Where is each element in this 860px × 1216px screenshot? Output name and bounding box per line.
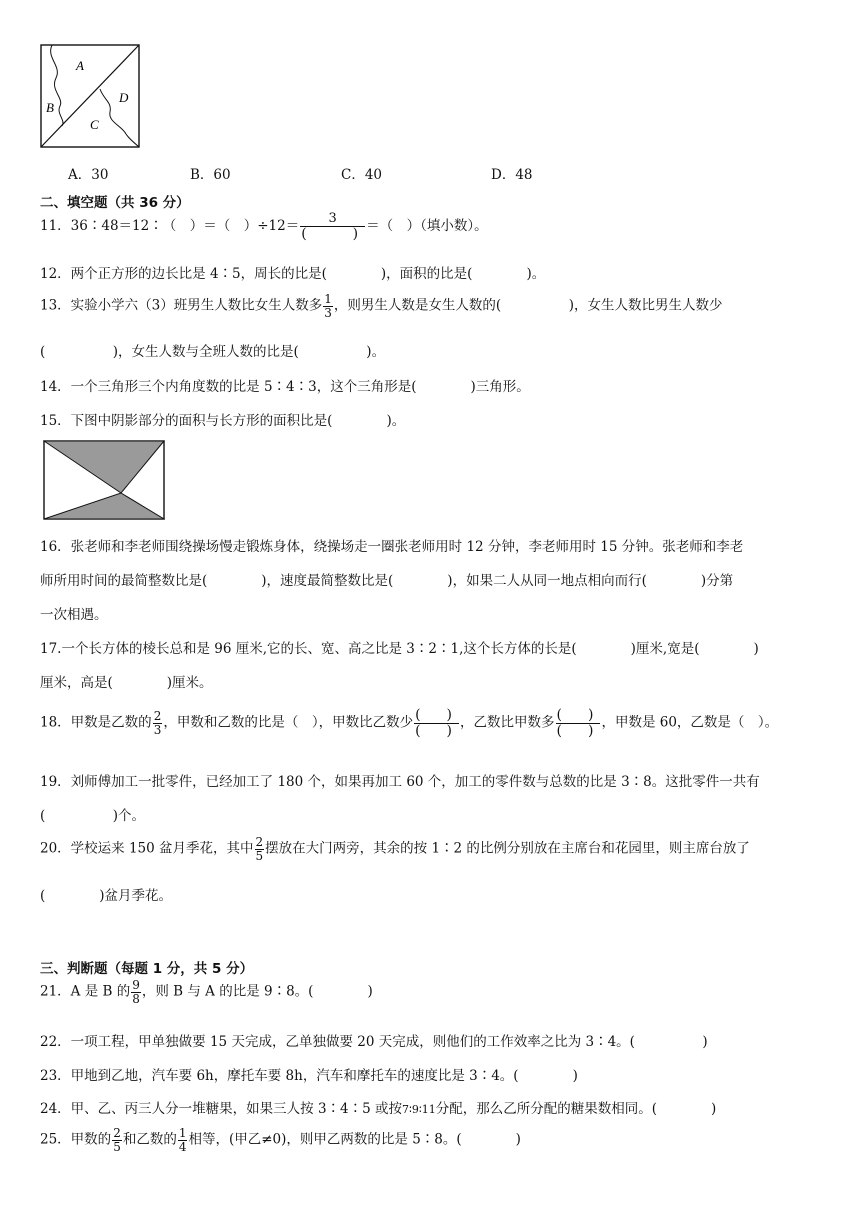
question-13-line2: ( )，女生人数与全班人数的比是( )。 — [40, 344, 386, 360]
q15-rectangle-figure — [43, 440, 165, 520]
q20-text-b: 摆放在大门两旁，其余的按 1∶2 的比例分别放在主席台和花园里，则主席台放了 — [265, 840, 750, 857]
q18-f3-num[interactable]: ( ) — [556, 707, 600, 723]
question-19-line2: ( )个。 — [40, 808, 146, 824]
question-20-line1 — [40, 836, 750, 862]
q18-text-b: ，甲数和乙数的比是（ ），甲数比乙数少 — [163, 714, 414, 731]
figure-label-d: D — [119, 90, 129, 105]
option-value: 60 — [213, 167, 231, 183]
question-15: 15．下图中阴影部分的面积与长方形的面积比是( )。 — [40, 413, 406, 429]
q10-option-c[interactable] — [341, 163, 382, 183]
q20-fraction — [255, 836, 265, 862]
q20-text-a: 20．学校运来 150 盆月季花，其中 — [40, 840, 254, 857]
q18-f3-den[interactable]: ( ) — [556, 722, 600, 739]
q20-frac-num: 2 — [255, 835, 264, 849]
figure-label-b: B — [46, 100, 54, 115]
option-letter: A． — [68, 167, 92, 183]
option-letter: C． — [341, 167, 365, 183]
question-16-line1: 16．张老师和李老师围绕操场慢走锻炼身体，绕操场走一圈张老师用时 12 分钟，李老师用时 15 分钟。张老师和李老 — [40, 539, 744, 555]
option-value: 40 — [364, 167, 383, 183]
question-14: 14．一个三角形三个内角度数的比是 5∶4∶3，这个三角形是( )三角形。 — [40, 379, 530, 395]
question-16-line2: 师所用时间的最简整数比是( )，速度最简整数比是( )，如果二人从同一地点相向而行( )分第 — [40, 573, 734, 589]
q11-fraction — [300, 212, 365, 241]
q18-f1-num: 2 — [153, 709, 162, 724]
q11-frac-den[interactable]: ( ) — [301, 225, 365, 242]
q24-text-a: 24．甲、乙、丙三人分一堆糖果，如果三人按 3∶4∶5 或按 — [40, 1101, 403, 1117]
q25-fraction-2 — [178, 1127, 188, 1153]
q25-f1-den: 5 — [113, 1139, 121, 1154]
q25-f1-num: 2 — [113, 1126, 121, 1140]
option-value: 30 — [91, 167, 109, 183]
q25-text-c: 相等，(甲乙≠0)，则甲乙两数的比是 5∶8。( ) — [188, 1131, 521, 1148]
section2-title: 二、填空题（共 36 分） — [40, 195, 190, 211]
question-12: 12．两个正方形的边长比是 4∶5，周长的比是( )，面积的比是( )。 — [40, 266, 546, 282]
figure-label-c: C — [90, 117, 99, 132]
q10-option-a[interactable] — [68, 163, 108, 183]
question-13-line1 — [40, 293, 722, 319]
q11-text-a: 11．36∶48＝12∶（ ）＝（ ）÷12＝ — [40, 218, 300, 235]
figure-label-a: A — [76, 58, 84, 73]
question-20-line2: ( )盆月季花。 — [40, 888, 173, 904]
q18-fraction-1 — [153, 710, 163, 736]
q25-f2-num: 1 — [178, 1126, 187, 1140]
q21-frac-num: 9 — [132, 978, 140, 992]
q21-fraction — [131, 979, 141, 1005]
q18-fraction-3 — [556, 708, 601, 738]
q13-frac-num: 1 — [324, 292, 332, 306]
q18-fraction-2 — [414, 708, 459, 738]
section3-title: 三、判断题（每题 1 分，共 5 分） — [40, 961, 254, 977]
q11-frac-num: 3 — [328, 211, 337, 226]
q13-frac-den: 3 — [324, 305, 332, 320]
q24-text-b: 分配，那么乙所分配的糖果数相同。( ) — [435, 1101, 717, 1117]
q18-text-a: 18．甲数是乙数的 — [40, 714, 152, 731]
q13-text-a: 13．实验小学六（3）班男生人数比女生人数多 — [40, 297, 323, 314]
q25-text-b: 和乙数的 — [122, 1131, 177, 1148]
question-18 — [40, 708, 778, 738]
q25-f2-den: 4 — [178, 1139, 187, 1154]
q10-option-d[interactable] — [491, 163, 533, 183]
question-23: 23．甲地到乙地，汽车要 6h，摩托车要 8h，汽车和摩托车的速度比是 3∶4。( ) — [40, 1068, 578, 1084]
q21-text-a: 21．A 是 B 的 — [40, 983, 131, 1000]
q18-f2-den[interactable]: ( ) — [415, 722, 459, 739]
q18-text-c: ，乙数比甲数多 — [460, 714, 555, 731]
q24-ratio: 7∶9∶11 — [402, 1103, 436, 1116]
q21-frac-den: 8 — [132, 991, 140, 1006]
q18-f2-num[interactable]: ( ) — [415, 707, 459, 723]
question-19-line1: 19．刘师傅加工一批零件，已经加工了 180 个，如果再加工 60 个，加工的零件数与总数的比是 3∶8。这批零件一共有 — [40, 774, 760, 790]
q20-frac-den: 5 — [255, 848, 264, 863]
question-16-line3: 一次相遇。 — [40, 607, 108, 623]
q10-square-figure — [40, 44, 140, 148]
question-22: 22．一项工程，甲单独做要 15 天完成，乙单独做要 20 天完成，则他们的工作效率之比为 3∶4。( ) — [40, 1034, 708, 1050]
q13-fraction — [323, 293, 333, 319]
q13-text-b: ，则男生人数是女生人数的( )，女生人数比男生人数少 — [333, 297, 723, 314]
question-17-line1: 17.一个长方体的棱长总和是 96 厘米,它的长、宽、高之比是 3∶2∶1,这个长方体的长是( )厘米,宽是( ) — [40, 641, 759, 657]
q21-text-b: ，则 B 与 A 的比是 9∶8。( ) — [141, 983, 373, 1000]
option-letter: D． — [491, 167, 516, 183]
q25-fraction-1 — [112, 1127, 122, 1153]
question-25 — [40, 1127, 521, 1153]
question-21 — [40, 979, 373, 1005]
q25-text-a: 25．甲数的 — [40, 1131, 112, 1148]
option-letter: B． — [190, 167, 214, 183]
q18-text-d: ，甲数是 60，乙数是（ ）。 — [601, 714, 779, 731]
question-24 — [40, 1097, 716, 1117]
q11-text-b: ＝（ ）（填小数）。 — [366, 218, 488, 235]
question-17-line2: 厘米，高是( )厘米。 — [40, 675, 213, 691]
q18-f1-den: 3 — [153, 722, 162, 737]
q10-option-b[interactable] — [190, 163, 231, 183]
question-11 — [40, 212, 488, 241]
option-value: 48 — [515, 167, 533, 183]
